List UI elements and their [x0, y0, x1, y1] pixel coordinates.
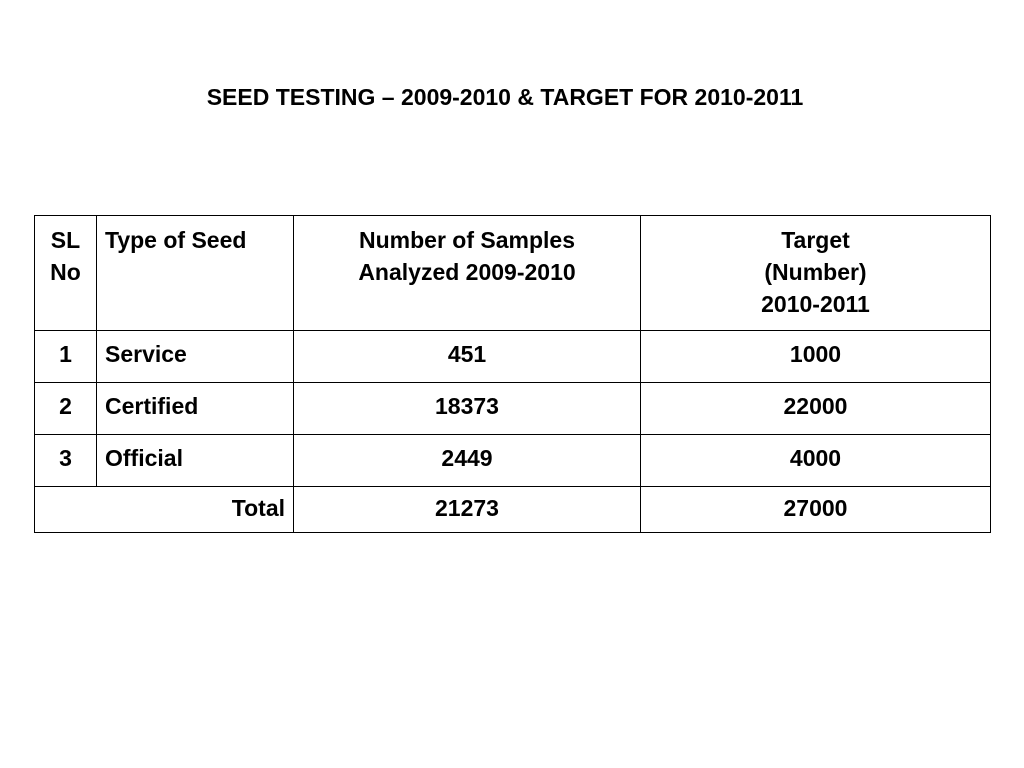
sl-no-cell: 3: [35, 435, 97, 487]
total-label: Total: [35, 487, 294, 533]
page-title: SEED TESTING – 2009-2010 & TARGET FOR 2010-2011: [206, 84, 804, 110]
table-row: [35, 435, 991, 487]
seed-type-cell: Service: [97, 331, 294, 383]
header-text: SL: [50, 227, 81, 253]
sl-no-cell: 1: [35, 331, 97, 383]
samples-cell: 18373: [294, 383, 641, 435]
seed-type-cell: Official: [97, 435, 294, 487]
header-text: No: [50, 259, 81, 285]
table-total-row: [35, 487, 991, 533]
header-sl-no: [35, 216, 97, 331]
seed-testing-table: [34, 215, 991, 533]
header-samples-analyzed: [294, 216, 641, 331]
sl-no-cell: 2: [35, 383, 97, 435]
target-cell: 1000: [641, 331, 991, 383]
target-cell: 4000: [641, 435, 991, 487]
header-text: Target: [781, 227, 850, 253]
header-text: Number of Samples: [359, 227, 575, 253]
total-samples-cell: 21273: [294, 487, 641, 533]
target-cell: 22000: [641, 383, 991, 435]
samples-cell: 451: [294, 331, 641, 383]
table-header-row: [35, 216, 991, 331]
header-text: (Number): [764, 259, 867, 285]
header-type-of-seed: [97, 216, 294, 331]
header-text: Type of Seed: [105, 227, 247, 253]
header-target: [641, 216, 991, 331]
table-row: [35, 331, 991, 383]
header-text: Analyzed 2009-2010: [358, 259, 576, 285]
seed-type-cell: Certified: [97, 383, 294, 435]
table-row: [35, 383, 991, 435]
total-target-cell: 27000: [641, 487, 991, 533]
samples-cell: 2449: [294, 435, 641, 487]
header-text: 2010-2011: [761, 291, 870, 317]
